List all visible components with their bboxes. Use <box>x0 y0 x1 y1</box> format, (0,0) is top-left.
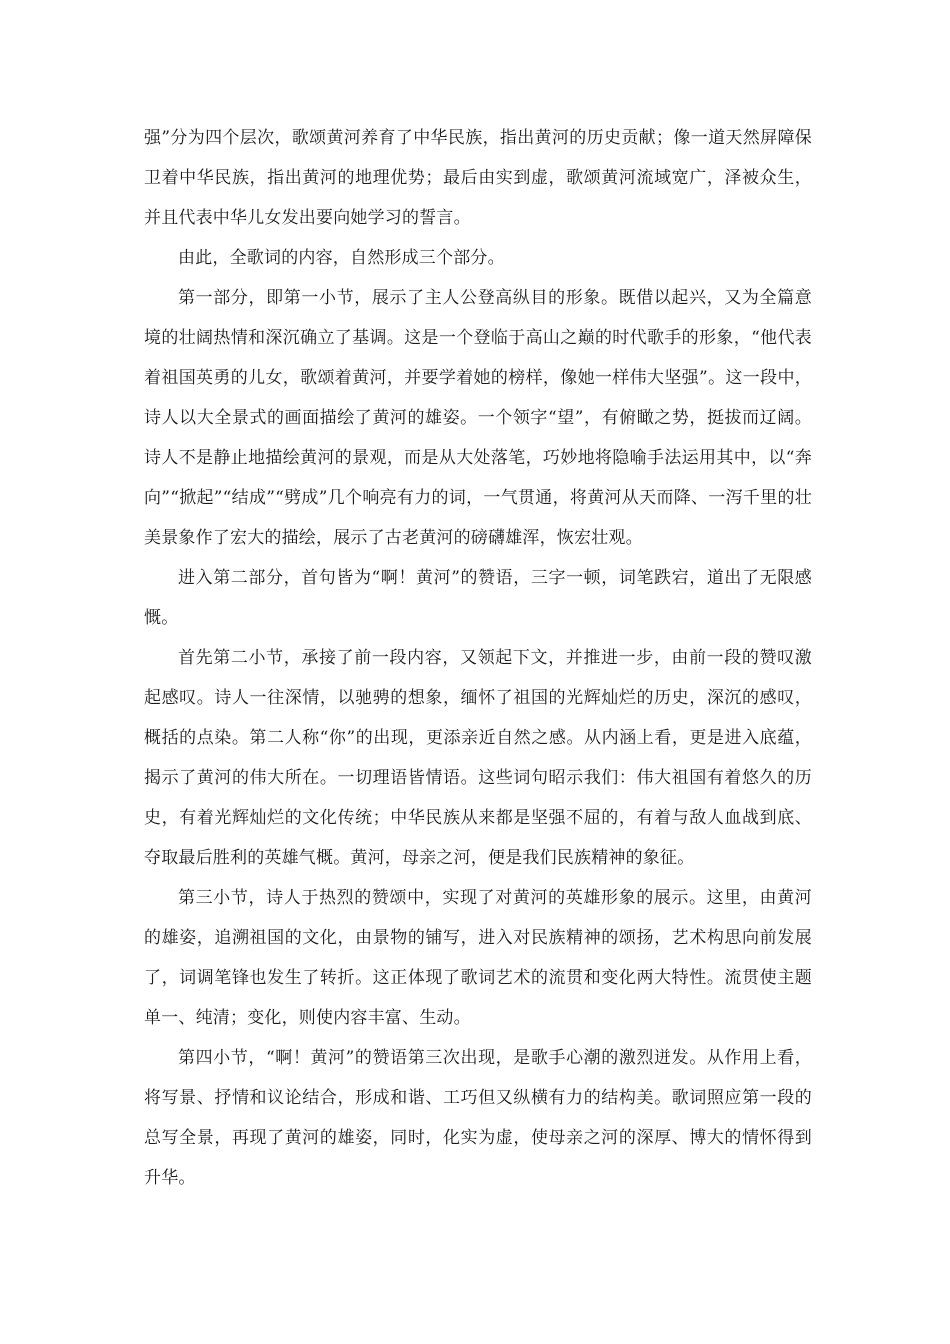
paragraph-2: 由此，全歌词的内容，自然形成三个部分。 <box>178 248 505 268</box>
paragraph-7: 第四小节，“啊！黄河”的赞语第三次出现，是歌手心潮的激烈迸发。从作用上看，将写景、抒情和议论结合，形成和谐、工巧但又纵横有力的结构美。歌词照应第一段的总写全景，再现了黄河的雄姿，同时，化实为虚，使母亲之河的深厚、博大的情怀得到升华。 <box>144 1048 812 1188</box>
paragraph-5: 首先第二小节，承接了前一段内容，又领起下文，并推进一步，由前一段的赞叹激起感叹。诗人一往深情，以驰骋的想象，缅怀了祖国的光辉灿烂的历史，深沉的感叹，概括的点染。第二人称“你”的出现，更添亲近自然之感。从内涵上看，更是进入底蕴，揭示了黄河的伟大所在。一切理语皆情语。这些词句昭示我们：伟大祖国有着悠久的历史，有着光辉灿烂的文化传统；中华民族从来都是坚强不屈的，有着与敌人血战到底、夺取最后胜利的英雄气概。黄河，母亲之河，便是我们民族精神的象征。 <box>144 648 812 868</box>
document-body <box>144 118 812 1198</box>
paragraph-6: 第三小节，诗人于热烈的赞颂中，实现了对黄河的英雄形象的展示。这里，由黄河的雄姿，追溯祖国的文化，由景物的铺写，进入对民族精神的颂扬，艺术构思向前发展了，词调笔锋也发生了转折。这正体现了歌词艺术的流贯和变化两大特性。流贯使主题单一、纯清；变化，则使内容丰富、生动。 <box>144 888 812 1028</box>
paragraph-1: 强”分为四个层次，歌颂黄河养育了中华民族，指出黄河的历史贡献；像一道天然屏障保卫着中华民族，指出黄河的地理优势；最后由实到虚，歌颂黄河流域宽广，泽被众生，并且代表中华儿女发出要向她学习的誓言。 <box>144 128 812 228</box>
paragraph-3: 第一部分，即第一小节，展示了主人公登高纵目的形象。既借以起兴，又为全篇意境的壮阔热情和深沉确立了基调。这是一个登临于高山之巅的时代歌手的形象，“他代表着祖国英勇的儿女，歌颂着黄河，并要学着她的榜样，像她一样伟大坚强”。这一段中，诗人以大全景式的画面描绘了黄河的雄姿。一个领字“望”，有俯瞰之势，挺拔而辽阔。诗人不是静止地描绘黄河的景观，而是从大处落笔，巧妙地将隐喻手法运用其中，以“奔向”“掀起”“结成”“劈成”几个响亮有力的词，一气贯通，将黄河从天而降、一泻千里的壮美景象作了宏大的描绘，展示了古老黄河的磅礴雄浑，恢宏壮观。 <box>144 288 812 548</box>
paragraph-4: 进入第二部分，首句皆为“啊！黄河”的赞语，三字一顿，词笔跌宕，道出了无限感慨。 <box>144 568 812 628</box>
